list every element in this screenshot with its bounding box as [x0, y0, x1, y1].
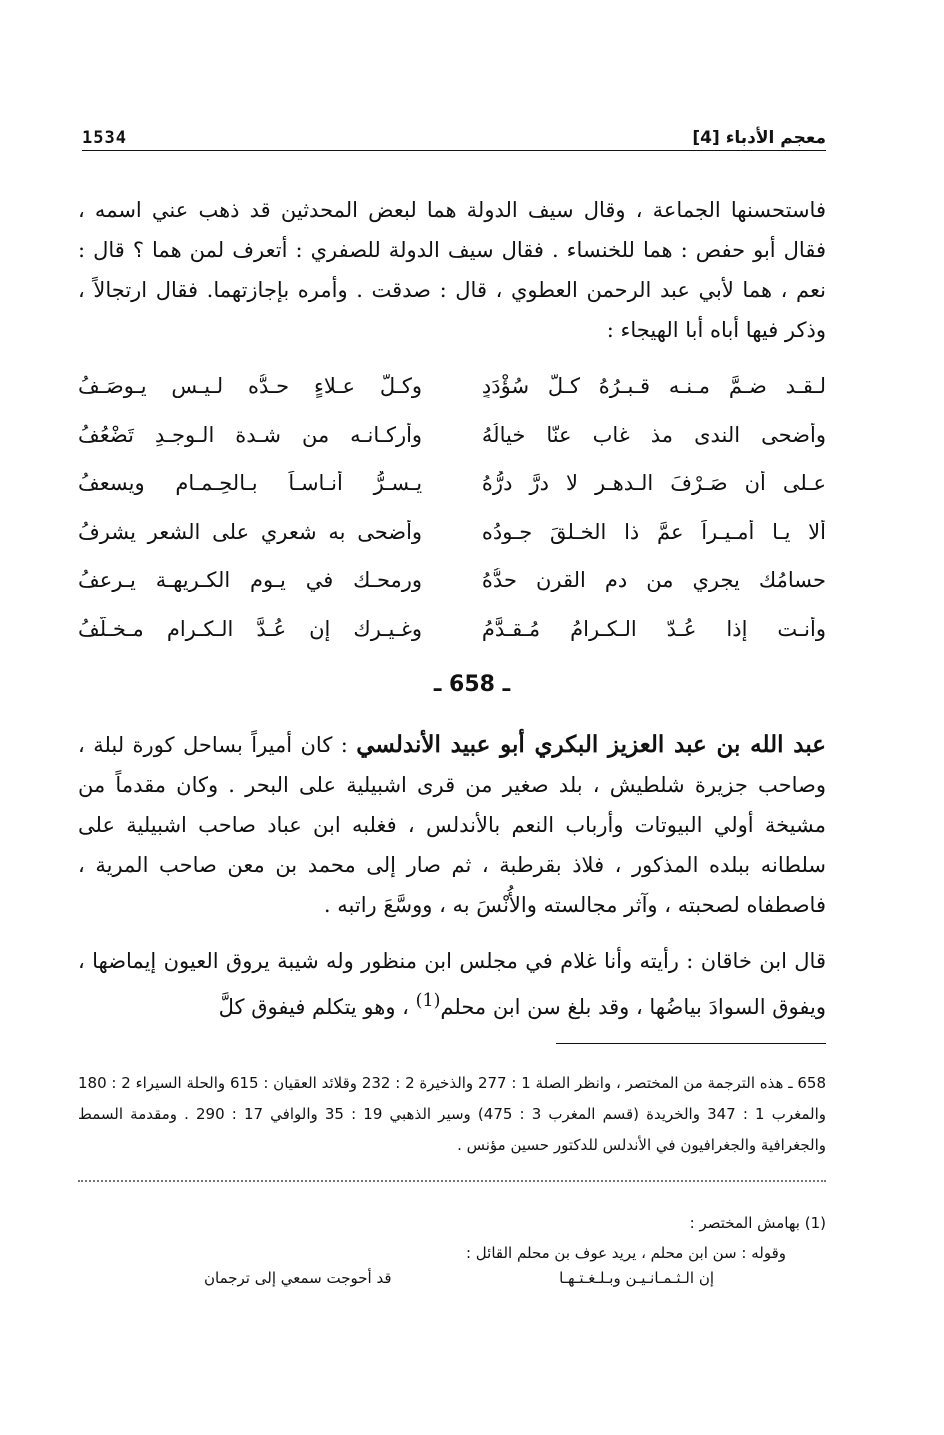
- verse-first-hemistich: لـقـد ضـمَّ مـنـه قـبـرُهُ كـلَّ سُؤْدَدٍ: [481, 374, 826, 399]
- entry-name: عبد الله بن عبد العزيز البكري أبو عبيد الأندلسي: [356, 731, 826, 758]
- paragraph-1: فاستحسنها الجماعة ، وقال سيف الدولة هما لبعض المحدثين قد ذهب عني اسمه ، فقال أبو حفص : هما للخنساء . فقال سيف الدولة للصفري : أتعرف لمن هما ؟ قال : نعم ، هما لأبي عبد الرحمن العطوي ، قال : صدقت . وأمره بإجازتهما. فقال ارتجالاً ، وذكر فيها أباه أبا الهيجاء :: [78, 198, 826, 342]
- verse-first-hemistich: عـلى أن صَـرْفَ الـدهـرِ لا درَّ درُّهُ: [481, 471, 826, 496]
- verse-first-hemistich: وأضحى الندى مذ غاب عنّا خيالُهُ: [481, 422, 826, 447]
- entry-text: : كان أميراً بساحل كورة لبلة ، وصاحب جزيرة شلطيش ، بلد صغير من قرى اشبيلية على البحر . وكان مقدماً من مشيخة أولي البيوتات وأرباب النعم بالأندلس ، فغلبه ابن عباد صاحب اشبيلية على سلطانه ببلده المذكور ، فلاذ بقرطبة ، ثم صار إلى محمد بن معن صاحب المرية ، فاصطفاه لصحبته ، وآثر مجالسته والأُنْسَ به ، ووسَّعَ راتبه .: [78, 733, 826, 917]
- footnote-verse: [204, 1269, 714, 1287]
- dotted-divider: [78, 1180, 826, 1182]
- page-number: 1534: [82, 128, 127, 148]
- verse-first-hemistich: وأنـت إذا عُـدّ الـكـرامُ مُـقـدَّمُ: [481, 616, 826, 641]
- verse-second-hemistich: ورمحـك في يـوم الكـريهـة يـرعفُ: [78, 568, 423, 593]
- verse-first-hemistich: حسامُك يجري من دم القرن حدُّهُ: [481, 568, 826, 593]
- paragraph-3-text-end: ، وهو يتكلم فيفوق كلَّ: [218, 995, 416, 1019]
- paragraph-3: [78, 941, 826, 1027]
- verse-second-hemistich: وكـلَّ عـلاءٍ حـدُّه لـيـس يـوصَـفُ: [78, 374, 423, 399]
- verse-line: [78, 362, 826, 411]
- running-title: معجم الأدباء [4]: [692, 128, 826, 148]
- footnote-note: [78, 1208, 826, 1268]
- verse-second-hemistich: وغـيـرك إن عُـدَّ الـكـرام مـخـلَّفُ: [78, 616, 423, 641]
- verse-second-hemistich: وأركـانـه من شـدة الـوجـدِ تَضْعُفُ: [78, 422, 423, 447]
- verse-line: [78, 411, 826, 460]
- verse-line: [78, 556, 826, 605]
- footnote-verse-first: إن الـثـمـانـيـن وبـلـغـتـهـا: [559, 1269, 714, 1287]
- footnote-reference: (1): [415, 991, 441, 1011]
- verse-first-hemistich: ألا يـا أمـيـراً عمَّ ذا الخـلقَ جـودُه: [481, 519, 826, 544]
- entry-number: ـ 658 ـ: [433, 672, 511, 697]
- poem: [78, 362, 826, 653]
- footnote-heading: (1) بهامش المختصر :: [689, 1214, 826, 1232]
- page-header: [82, 120, 826, 151]
- footnote-sources: 658 ـ هذه الترجمة من المختصر ، وانظر الصلة 1 : 277 والذخيرة 2 : 232 وقلائد العقيان : 615 والحلة السيراء 2 : 180 والمغرب 1 : 347 والخريدة (قسم المغرب 3 : 475) وسير الذهبي 19 : 35 والوافي 17 : 290 . ومقدمة السمط والجغرافية والجغرافيون في الأندلس للدكتور حسين مؤنس .: [78, 1074, 827, 1154]
- verse-second-hemistich: يـسـرُّ أنـاسـاً بـالحِـمـام ويسعفُ: [78, 471, 423, 496]
- verse-line: [78, 605, 826, 654]
- footnote-divider: [556, 1043, 826, 1044]
- paragraph-2: [78, 725, 826, 925]
- verse-line: [78, 508, 826, 557]
- verse-second-hemistich: وأضحى به شعري على الشعر يشرفُ: [78, 519, 423, 544]
- footnote-line: وقوله : سن ابن محلم ، يريد عوف بن محلم القائل :: [465, 1244, 786, 1262]
- footnote-verse-second: قد أحوجت سمعي إلى ترجمان: [204, 1269, 392, 1287]
- verse-line: [78, 459, 826, 508]
- paragraph-3-text: قال ابن خاقان : رأيته وأنا غلام في مجلس ابن منظور وله شيبة يروق العيون إيماضها ، ويفوق السوادَ بياضُها ، وقد بلغ سن ابن محلم: [78, 949, 826, 1019]
